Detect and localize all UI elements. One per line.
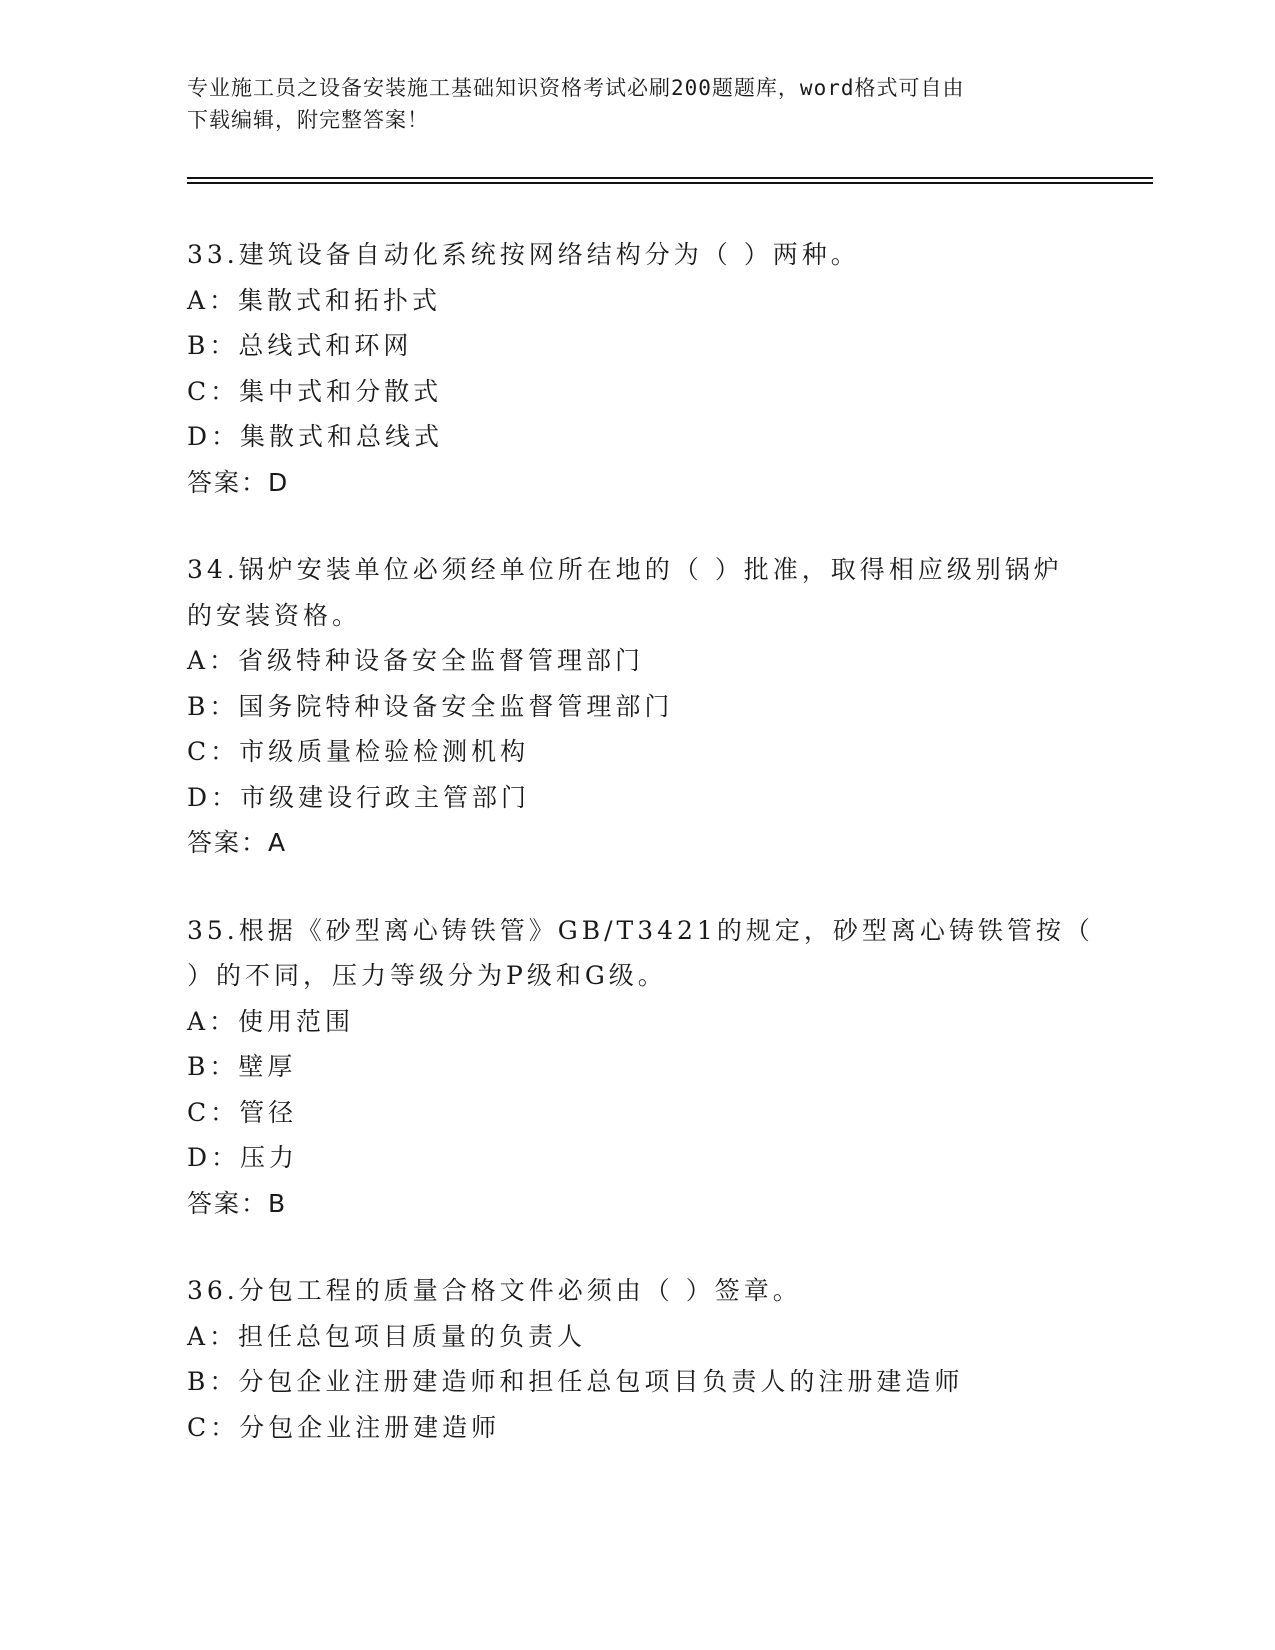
option-d: D：压力 bbox=[187, 1143, 299, 1172]
option-d: D：集散式和总线式 bbox=[187, 422, 444, 451]
option-a: A：担任总包项目质量的负责人 bbox=[187, 1321, 587, 1351]
header-divider-top bbox=[187, 177, 1153, 179]
question-text-continued: ）的不同，压力等级分为P级和G级。 bbox=[187, 961, 667, 990]
question-text: 36.分包工程的质量合格文件必须由（ ）签章。 bbox=[187, 1276, 802, 1305]
answer-line: 答案：A bbox=[187, 828, 288, 857]
option-c: C：市级质量检验检测机构 bbox=[187, 737, 530, 766]
header-title-line-1: 专业施工员之设备安装施工基础知识资格考试必刷200题题库，word格式可自由 bbox=[187, 76, 965, 100]
question-text: 33.建筑设备自动化系统按网络结构分为（ ）两种。 bbox=[187, 240, 860, 269]
header-divider-bottom bbox=[187, 182, 1153, 184]
answer-line: 答案：B bbox=[187, 1188, 288, 1218]
answer-line: 答案：D bbox=[187, 467, 290, 497]
option-c: C：管径 bbox=[187, 1097, 298, 1127]
header-title-line-2: 下载编辑，附完整答案！ bbox=[187, 108, 429, 132]
option-b: B：总线式和环网 bbox=[187, 331, 413, 360]
question-block bbox=[187, 908, 1094, 1227]
option-a: A：使用范围 bbox=[187, 1006, 355, 1036]
option-b: B：壁厚 bbox=[187, 1052, 297, 1081]
question-list bbox=[187, 232, 1094, 1492]
question-block bbox=[187, 1268, 1087, 1450]
option-a: A：省级特种设备安全监督管理部门 bbox=[187, 646, 645, 675]
option-b: B：分包企业注册建造师和担任总包项目负责人的注册建造师 bbox=[187, 1367, 964, 1396]
question-text-continued: 的安装资格。 bbox=[187, 600, 362, 630]
document-header bbox=[187, 72, 1087, 136]
question-block bbox=[187, 232, 1087, 505]
question-text: 35.根据《砂型离心铸铁管》GB/T3421的规定，砂型离心铸铁管按（ bbox=[187, 915, 1094, 945]
option-c: C：分包企业注册建造师 bbox=[187, 1412, 501, 1442]
option-a: A：集散式和拓扑式 bbox=[187, 285, 442, 315]
option-c: C：集中式和分散式 bbox=[187, 376, 443, 406]
question-block bbox=[187, 547, 1087, 866]
option-d: D：市级建设行政主管部门 bbox=[187, 782, 531, 812]
option-b: B：国务院特种设备安全监督管理部门 bbox=[187, 691, 674, 721]
question-text: 34.锅炉安装单位必须经单位所在地的（ ）批准，取得相应级别锅炉 bbox=[187, 555, 1063, 584]
